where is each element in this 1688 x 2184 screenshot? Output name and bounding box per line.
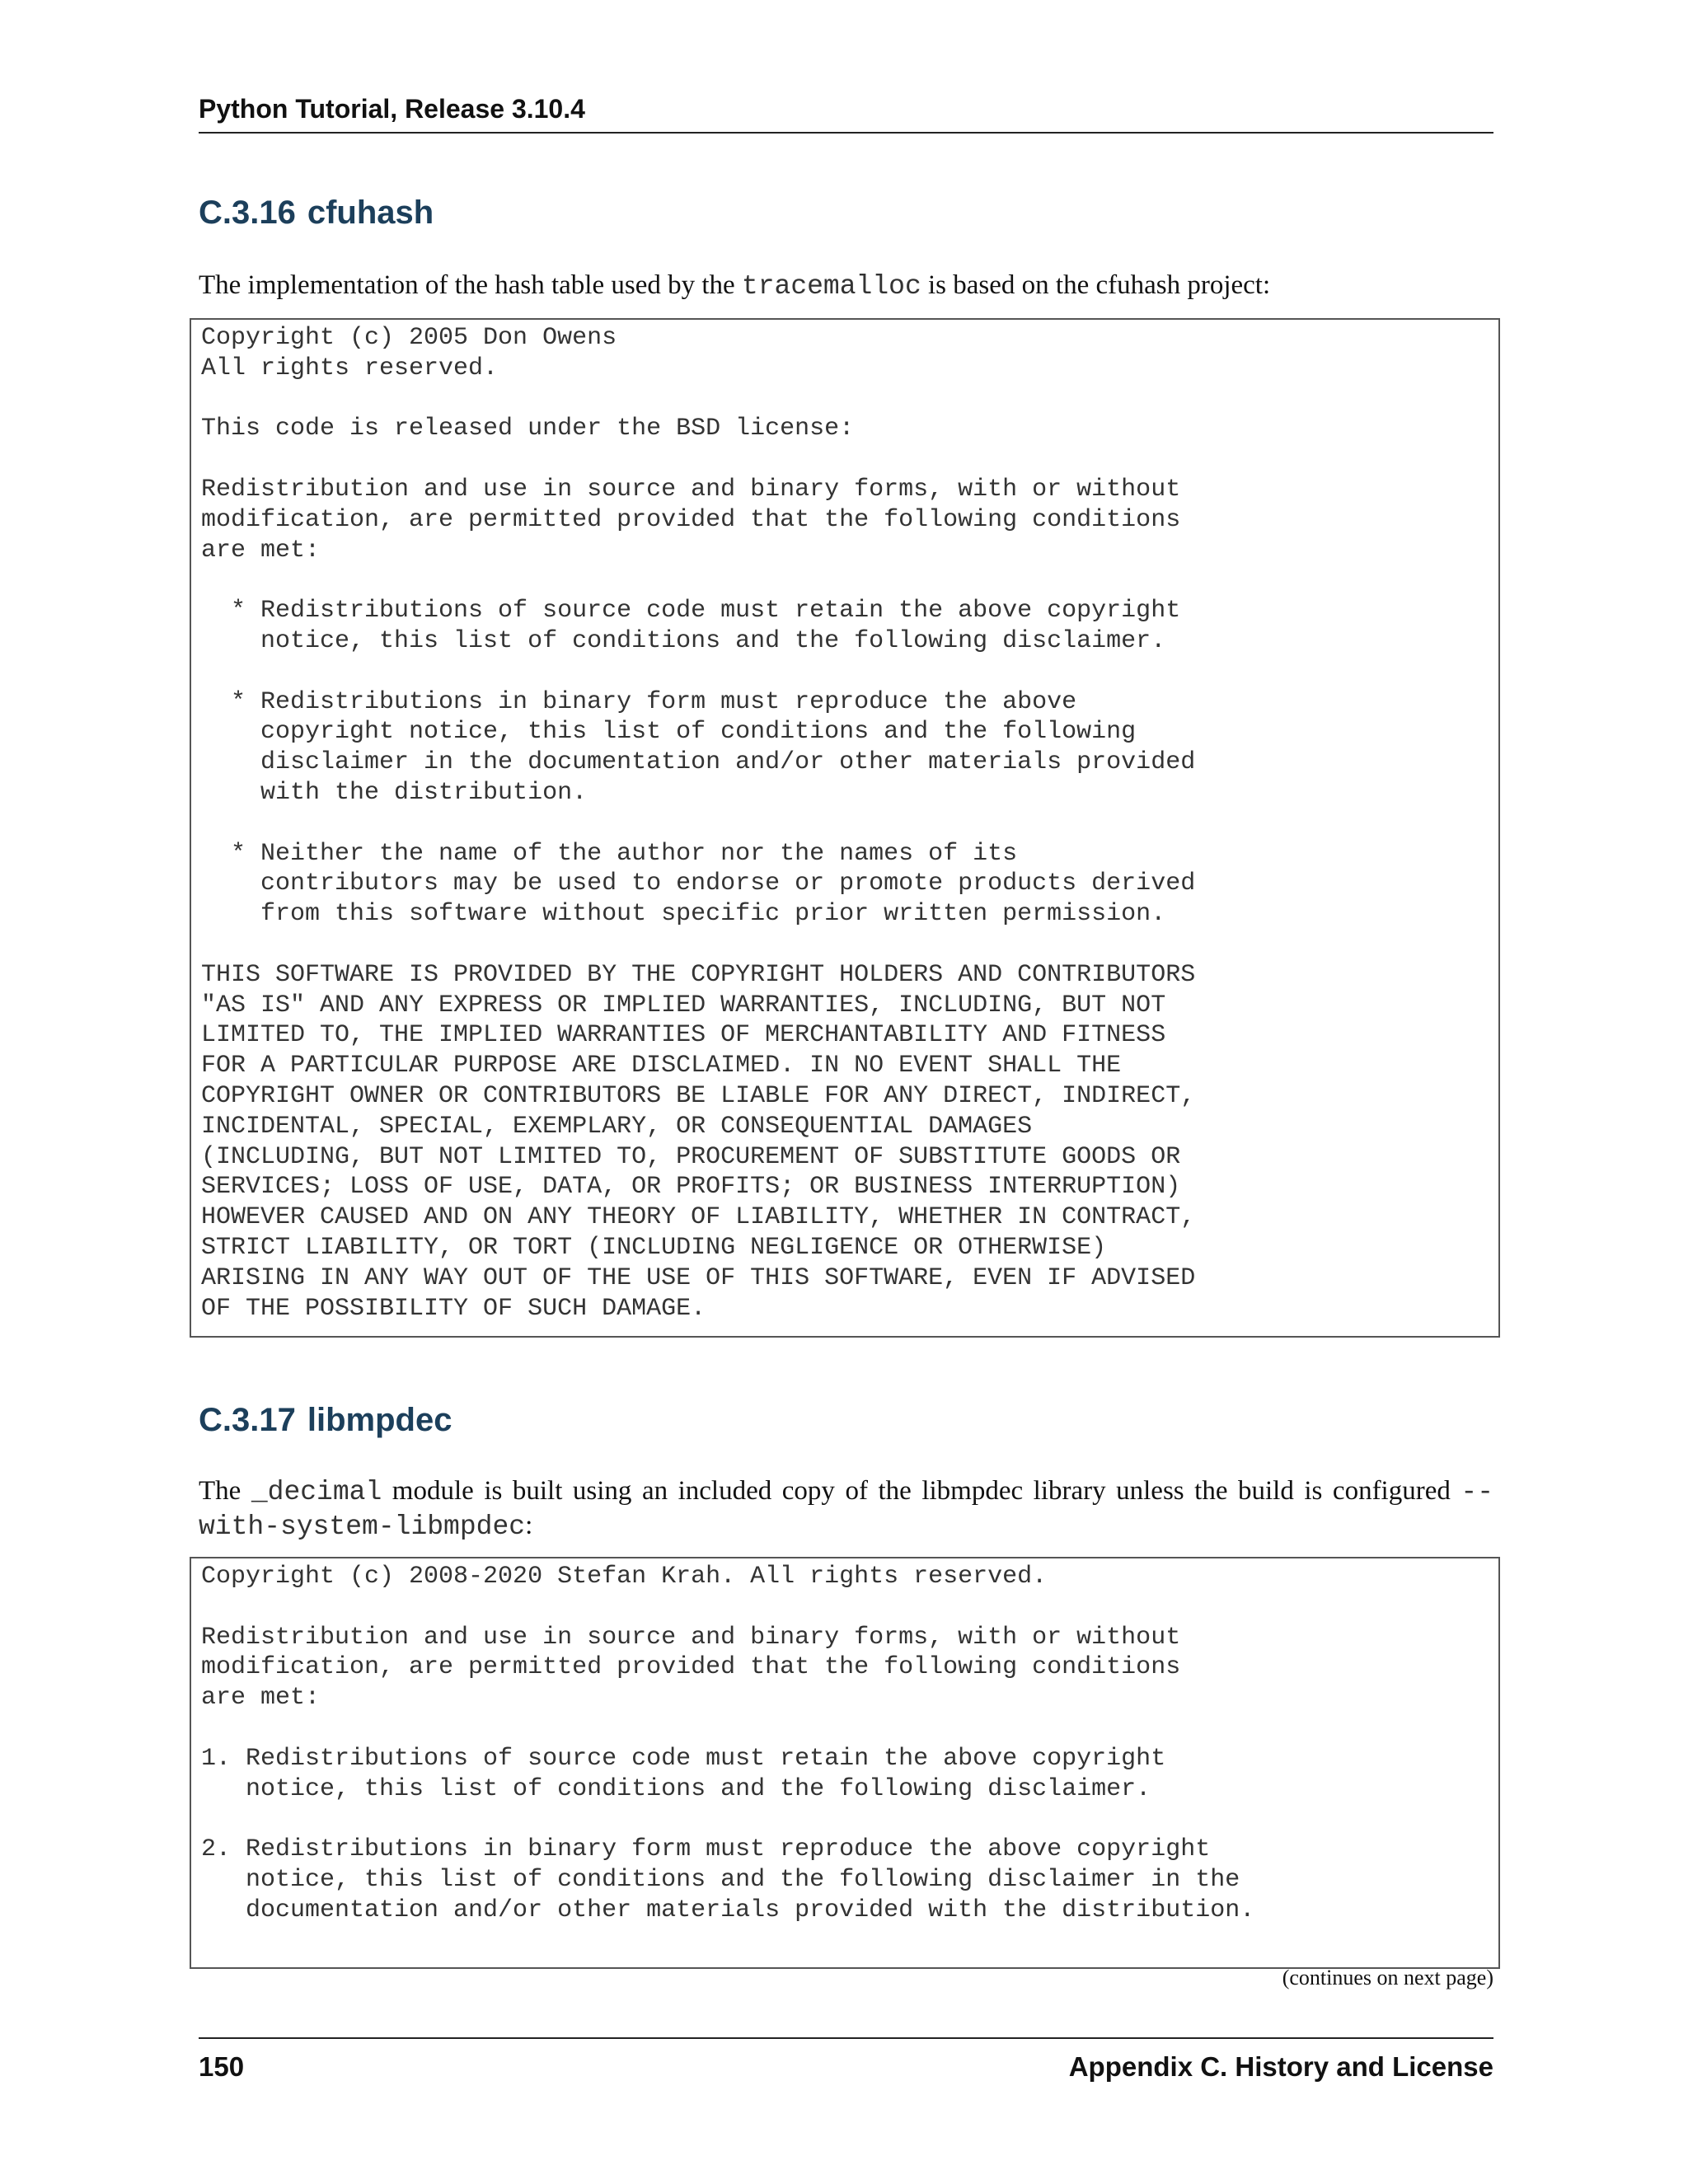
- section-number: C.3.16: [199, 194, 296, 231]
- section-number: C.3.17: [199, 1402, 296, 1438]
- cfuhash-license-text: Copyright (c) 2005 Don Owens All rights reserved. This code is released under the BSD license: Redistribution and use in source and binary forms, with or without modification, are permitted provided that the following conditions are met: * Redistributions of source code must retain the above copyright notice, this list of conditions and the following disclaimer. * Redistributions in binary form must reproduce the above copyright notice, this list of conditions and the following disclaimer in the documentation and/or other materials provided with the distribution. * Neither the name of the author nor the names of its contributors may be used to endorse or promote products derived from this software without specific prior written permission. THIS SOFTWARE IS PROVIDED BY THE COPYRIGHT HOLDERS AND CONTRIBUTORS "AS IS" AND ANY EXPRESS OR IMPLIED WARRANTIES, INCLUDING, BUT NOT LIMITED TO, THE IMPLIED WARRANTIES OF MERCHANTABILITY AND FITNESS FOR A PARTICULAR PURPOSE ARE DISCLAIMED. IN NO EVENT SHALL THE COPYRIGHT OWNER OR CONTRIBUTORS BE LIABLE FOR ANY DIRECT, INDIRECT, INCIDENTAL, SPECIAL, EXEMPLARY, OR CONSEQUENTIAL DAMAGES (INCLUDING, BUT NOT LIMITED TO, PROCUREMENT OF SUBSTITUTE GOODS OR SERVICES; LOSS OF USE, DATA, OR PROFITS; OR BUSINESS INTERRUPTION) HOWEVER CAUSED AND ON ANY THEORY OF LIABILITY, WHETHER IN CONTRACT, STRICT LIABILITY, OR TORT (INCLUDING NEGLIGENCE OR OTHERWISE) ARISING IN ANY WAY OUT OF THE USE OF THIS SOFTWARE, EVEN IF ADVISED OF THE POSSIBILITY OF SUCH DAMAGE.: [201, 324, 1196, 1323]
- section-title: cfuhash: [307, 194, 434, 231]
- page-number: 150: [199, 2051, 245, 2082]
- cfuhash-intro: [199, 269, 1493, 303]
- inline-code-decimal: _decimal: [251, 1477, 382, 1507]
- chapter-title: Appendix C. History and License: [1068, 2051, 1493, 2082]
- inline-code-with-system-libmpdec: --with-system-libmpdec: [199, 1477, 1493, 1542]
- libmpdec-intro: [199, 1474, 1493, 1544]
- cfuhash-license-block: [190, 318, 1500, 1338]
- intro-text: is based on the cfuhash project:: [921, 270, 1271, 300]
- libmpdec-license-block: [190, 1557, 1500, 1969]
- running-title: Python Tutorial, Release 3.10.4: [199, 94, 585, 124]
- page-header: [199, 92, 1493, 134]
- intro-text: :: [525, 1511, 533, 1540]
- page-footer: [199, 2037, 1493, 2083]
- section-heading-cfuhash: [199, 193, 434, 232]
- continues-note: (continues on next page): [1282, 1966, 1493, 1990]
- libmpdec-license-text: Copyright (c) 2008-2020 Stefan Krah. All rights reserved. Redistribution and use in source and binary forms, with or without modification, are permitted provided that the following conditions are met: 1. Redistributions of source code must retain the above copyright notice, this list of conditions and the following disclaimer. 2. Redistributions in binary form must reproduce the above copyright notice, this list of conditions and the following disclaimer in the documentation and/or other materials provided with the distribution.: [201, 1563, 1255, 1924]
- section-title: libmpdec: [307, 1402, 452, 1438]
- intro-text: The implementation of the hash table used by the: [199, 270, 742, 300]
- intro-text: module is built using an included copy of the libmpdec library unless the build is configured: [382, 1476, 1461, 1506]
- intro-text: The: [199, 1476, 251, 1506]
- section-heading-libmpdec: [199, 1400, 452, 1440]
- inline-code-tracemalloc: tracemalloc: [741, 271, 921, 302]
